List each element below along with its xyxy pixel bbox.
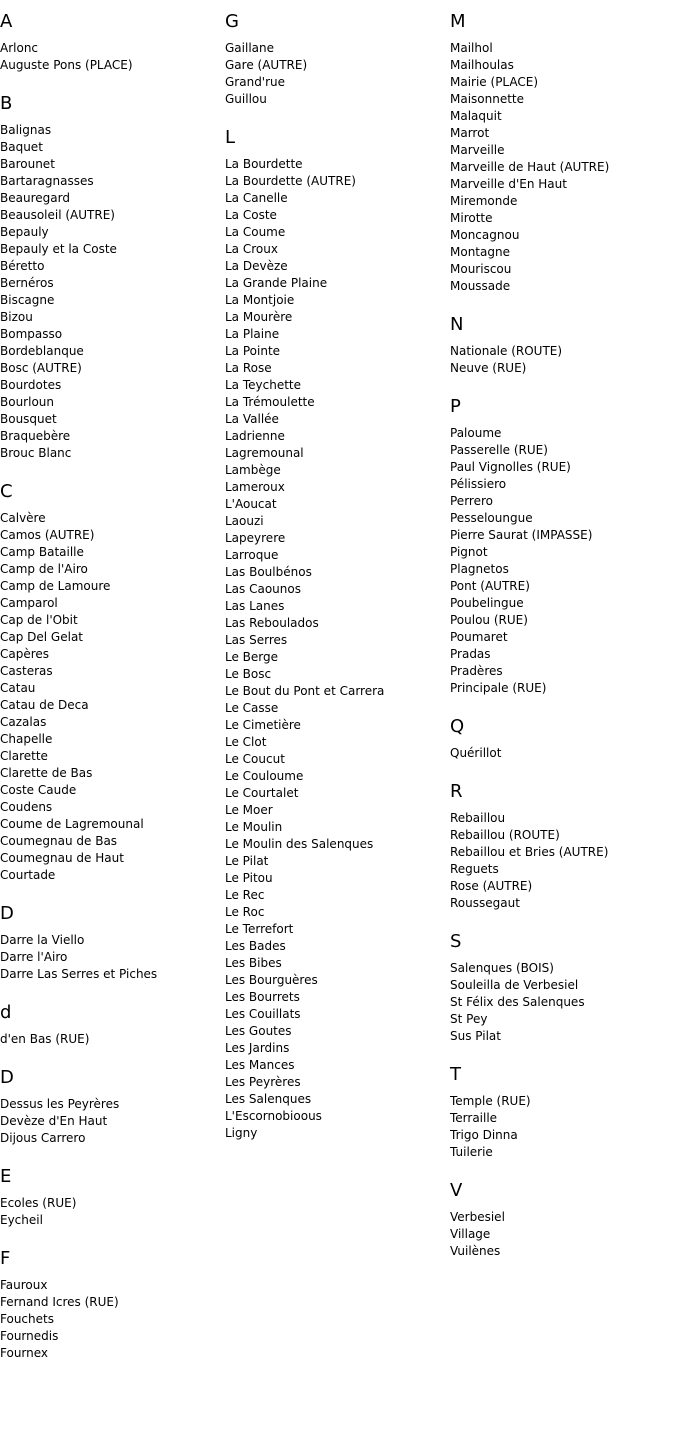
street-list-item: Les Bourguères [225,973,318,987]
street-list-item: Poubelingue [450,596,524,610]
section-letter-heading: T [450,1064,461,1085]
street-list-item: Terraille [450,1111,498,1125]
street-list-item: Le Moer [225,803,273,817]
street-list-item: Lapeyrere [225,531,286,545]
street-index-column [0,10,225,1380]
street-index-column [225,10,450,1160]
street-list-item: L'Escornobioous [225,1109,322,1123]
street-list-item: Le Roc [225,905,265,919]
street-list [0,122,225,462]
street-list-item: Moncagnou [450,228,520,242]
street-list [450,810,675,912]
street-list-item: Fournedis [0,1329,59,1343]
street-list [0,932,225,983]
street-list-item: Bompasso [0,327,63,341]
street-list-item: Le Casse [225,701,279,715]
street-list-item: La Teychette [225,378,302,392]
street-list-item: Bartaragnasses [0,174,94,188]
street-list-item: La Vallée [225,412,279,426]
street-list-item: Reguets [450,862,499,876]
street-list-item: Pesseloungue [450,511,533,525]
street-list-item: Cap de l'Obit [0,613,78,627]
street-list-item: Coste Caude [0,783,77,797]
street-list-item: La Bourdette (AUTRE) [225,174,356,188]
street-list [0,40,225,74]
street-list-item: Beauregard [0,191,70,205]
street-list-item: Mailhol [450,41,493,55]
street-list-item: Marveille d'En Haut [450,177,567,191]
letter-section [450,715,675,762]
letter-section [450,930,675,1045]
street-list-item: Bizou [0,310,33,324]
street-list [450,343,675,377]
street-list-item: Marveille [450,143,505,157]
street-list-item: Le Bout du Pont et Carrera [225,684,385,698]
street-list-item: Coumegnau de Bas [0,834,118,848]
street-list-item: La Montjoie [225,293,295,307]
street-list-item: Larroque [225,548,279,562]
letter-section [0,1165,225,1229]
letter-section [450,1063,675,1161]
street-list-item: Dessus les Peyrères [0,1097,120,1111]
street-list-item: Mailhoulas [450,58,514,72]
street-list-item: Les Goutes [225,1024,292,1038]
street-index-column [450,10,675,1278]
street-list-item: Las Boulbénos [225,565,312,579]
street-list-item: Capères [0,647,50,661]
street-list-item: Cazalas [0,715,47,729]
section-letter-heading: F [0,1248,11,1269]
street-list-item: Brouc Blanc [0,446,72,460]
street-list-item: Baquet [0,140,43,154]
street-list-item: Rebaillou (ROUTE) [450,828,560,842]
street-list-item: Camp Bataille [0,545,84,559]
street-list-item: Roussegaut [450,896,520,910]
street-list-item: Les Bibes [225,956,282,970]
street-list-item: La Mourère [225,310,293,324]
letter-section [0,10,225,74]
street-list-item: L'Aoucat [225,497,277,511]
street-list-item: Dijous Carrero [0,1131,86,1145]
letter-section [0,902,225,983]
section-letter-heading: M [450,11,466,32]
street-list [450,40,675,295]
street-list-item: Laouzi [225,514,264,528]
street-list [450,1093,675,1161]
street-list-item: Principale (RUE) [450,681,547,695]
street-list-item: Le Rec [225,888,265,902]
street-list-item: Miremonde [450,194,518,208]
street-list-item: Bepauly [0,225,49,239]
street-list [0,1031,225,1048]
street-list-item: Las Caounos [225,582,301,596]
section-letter-heading: S [450,931,462,952]
street-list-item: Camos (AUTRE) [0,528,95,542]
street-list-item: Le Pitou [225,871,273,885]
street-list-item: Clarette de Bas [0,766,93,780]
street-list-item: Clarette [0,749,48,763]
street-list-item: Marveille de Haut (AUTRE) [450,160,610,174]
street-list-item: Catau [0,681,36,695]
section-letter-heading: V [450,1180,463,1201]
section-letter-heading: C [0,481,13,502]
letter-section [450,395,675,697]
street-list-item: Paul Vignolles (RUE) [450,460,571,474]
street-list-item: Pradères [450,664,503,678]
street-list-item: La Pointe [225,344,281,358]
street-list-item: Fournex [0,1346,49,1360]
section-letter-heading: d [0,1002,12,1023]
street-list-item: Bourloun [0,395,54,409]
street-list-item: Pont (AUTRE) [450,579,530,593]
street-list-item: Ecoles (RUE) [0,1196,77,1210]
street-list-item: Verbesiel [450,1210,505,1224]
street-list-item: Darre Las Serres et Piches [0,967,158,981]
street-list-item: Pradas [450,647,491,661]
street-list-item: Le Pilat [225,854,269,868]
street-list-item: Camp de Lamoure [0,579,111,593]
street-list [0,1096,225,1147]
street-list-item: Tuilerie [450,1145,493,1159]
street-list-item: Biscagne [0,293,55,307]
street-list-item: Quérillot [450,746,502,760]
street-list-item: Cap Del Gelat [0,630,84,644]
street-list-item: La Rose [225,361,272,375]
section-letter-heading: D [0,1067,14,1088]
street-list-item: Pierre Saurat (IMPASSE) [450,528,593,542]
street-list-item: Les Bades [225,939,286,953]
street-list-item: Malaquit [450,109,502,123]
letter-section [450,1179,675,1260]
street-list [0,1195,225,1229]
street-list-item: Rose (AUTRE) [450,879,533,893]
street-list-item: Devèze d'En Haut [0,1114,108,1128]
street-list-item: La Trémoulette [225,395,315,409]
street-list-item: Poumaret [450,630,508,644]
section-letter-heading: A [0,11,13,32]
street-list-item: Salenques (BOIS) [450,961,554,975]
street-list-item: La Canelle [225,191,288,205]
section-letter-heading: L [225,127,236,148]
street-list-item: Rebaillou [450,811,506,825]
street-list-item: Nationale (ROUTE) [450,344,563,358]
street-list [450,425,675,697]
street-list-item: Coumegnau de Haut [0,851,124,865]
section-letter-heading: R [450,781,463,802]
street-list-item: Bosc (AUTRE) [0,361,82,375]
letter-section [450,10,675,295]
street-list-item: Bepauly et la Coste [0,242,117,256]
letter-section [0,1066,225,1147]
street-list [0,510,225,884]
street-list-item: Courtade [0,868,56,882]
street-list-item: Fernand Icres (RUE) [0,1295,119,1309]
street-list-item: Lameroux [225,480,285,494]
street-list-item: Plagnetos [450,562,509,576]
street-list-item: Darre la Viello [0,933,85,947]
street-list-item: Village [450,1227,491,1241]
street-list-item: Arlonc [0,41,39,55]
street-list-item: Poulou (RUE) [450,613,528,627]
street-list-item: Ladrienne [225,429,285,443]
street-list-item: La Croux [225,242,278,256]
letter-section [225,126,450,1142]
street-list-item: Las Serres [225,633,288,647]
street-list-item: Perrero [450,494,493,508]
section-letter-heading: B [0,93,13,114]
street-list-item: Moussade [450,279,511,293]
street-list-item: Camp de l'Airo [0,562,88,576]
street-list-item: Beausoleil (AUTRE) [0,208,115,222]
street-list-item: Le Courtalet [225,786,299,800]
street-list-item: Les Peyrères [225,1075,301,1089]
street-list-item: Mirotte [450,211,493,225]
street-list-item: La Coume [225,225,286,239]
street-list-item: Bernéros [0,276,54,290]
street-list-item: Pignot [450,545,488,559]
street-list-item: Le Bosc [225,667,272,681]
street-list-item: Les Salenques [225,1092,312,1106]
letter-section [450,780,675,912]
street-list-item: Catau de Deca [0,698,89,712]
street-list-item: Gaillane [225,41,274,55]
section-letter-heading: G [225,11,239,32]
street-list-item: Sus Pilat [450,1029,501,1043]
street-list-item: Bousquet [0,412,57,426]
section-letter-heading: N [450,314,464,335]
street-list [225,156,450,1142]
street-list-item: d'en Bas (RUE) [0,1032,90,1046]
street-list [225,40,450,108]
street-list [450,1209,675,1260]
street-list-item: Maisonnette [450,92,525,106]
street-list [450,960,675,1045]
street-list-item: Béretto [0,259,45,273]
street-list-item: Mairie (PLACE) [450,75,539,89]
letter-section [225,10,450,108]
street-list-item: Lambège [225,463,281,477]
street-list-item: Braquebère [0,429,71,443]
section-letter-heading: D [0,903,14,924]
street-list-item: Vuilènes [450,1244,501,1258]
section-letter-heading: Q [450,716,465,737]
street-list-item: Rebaillou et Bries (AUTRE) [450,845,609,859]
street-list-item: Le Terrefort [225,922,294,936]
street-list-item: Balignas [0,123,52,137]
street-list [0,1277,225,1362]
street-list-item: Chapelle [0,732,53,746]
street-list-item: Le Cimetière [225,718,301,732]
street-list-item: Coume de Lagremounal [0,817,144,831]
street-list-item: Marrot [450,126,490,140]
street-list-item: Casteras [0,664,53,678]
street-list-item: Neuve (RUE) [450,361,527,375]
street-list-item: Guillou [225,92,267,106]
street-list-item: Passerelle (RUE) [450,443,548,457]
street-list-item: Le Clot [225,735,267,749]
street-list-item: Grand'rue [225,75,286,89]
street-list-item: Mouriscou [450,262,512,276]
street-list-item: Les Bourrets [225,990,300,1004]
street-list-item: St Pey [450,1012,488,1026]
street-list-item: Temple (RUE) [450,1094,531,1108]
street-list-item: La Bourdette [225,157,303,171]
street-list-item: Coudens [0,800,53,814]
street-list-item: La Coste [225,208,277,222]
street-list-item: La Plaine [225,327,280,341]
street-list-item: Paloume [450,426,502,440]
street-list-item: Ligny [225,1126,258,1140]
street-list-item: Souleilla de Verbesiel [450,978,579,992]
street-list-item: Les Jardins [225,1041,290,1055]
street-list-item: Le Moulin [225,820,283,834]
street-list-item: Gare (AUTRE) [225,58,308,72]
street-list-item: Calvère [0,511,46,525]
street-list-item: Les Mances [225,1058,295,1072]
street-list-item: Barounet [0,157,55,171]
street-list-item: Le Berge [225,650,279,664]
street-list-item: Camparol [0,596,58,610]
section-letter-heading: P [450,396,461,417]
street-list-item: Las Lanes [225,599,285,613]
street-list-item: Fauroux [0,1278,48,1292]
street-list-item: Montagne [450,245,510,259]
street-list-item: Las Reboulados [225,616,319,630]
street-list-item: Pélissiero [450,477,507,491]
letter-section [0,1001,225,1048]
street-list-item: Fouchets [0,1312,54,1326]
letter-section [0,92,225,462]
street-list-item: Bourdotes [0,378,62,392]
street-list-item: Bordeblanque [0,344,84,358]
street-list-item: La Devèze [225,259,288,273]
letter-section [450,313,675,377]
street-list-item: Le Moulin des Salenques [225,837,374,851]
street-list-item: Lagremounal [225,446,304,460]
street-list-item: Darre l'Airo [0,950,68,964]
letter-section [0,1247,225,1362]
street-list-item: Les Couillats [225,1007,301,1021]
street-list-item: La Grande Plaine [225,276,328,290]
street-list-item: Trigo Dinna [450,1128,518,1142]
street-list-item: Le Coucut [225,752,285,766]
letter-section [0,480,225,884]
street-list-item: St Félix des Salenques [450,995,585,1009]
street-list-item: Le Couloume [225,769,304,783]
street-list-item: Auguste Pons (PLACE) [0,58,133,72]
section-letter-heading: E [0,1166,12,1187]
street-list [450,745,675,762]
street-list-item: Eycheil [0,1213,43,1227]
